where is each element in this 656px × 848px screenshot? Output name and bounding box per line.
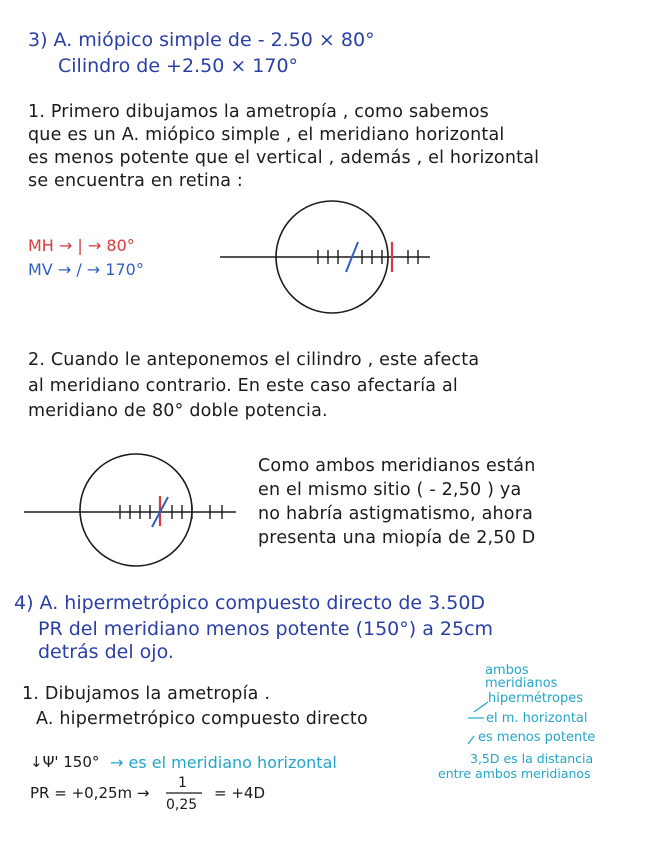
formula-result: = +4D [214,784,265,802]
step1-line-4: se encuentra en retina : [28,171,244,191]
side-note-7: entre ambos meridianos [438,766,591,781]
step1-line-3: es menos potente que el vertical , además , el horizontal [28,148,540,168]
side-note-2: meridianos [485,676,558,691]
section4-title: 4) A. hipermetrópico compuesto directo de 3.50D [14,592,486,614]
step1-line-2: que es un A. miópico simple , el meridiano horizontal [28,125,505,145]
fraction-numerator: 1 [178,775,187,791]
side-note-1: ambos [485,663,529,678]
formula-meridian-note: → es el meridiano horizontal [110,753,337,772]
note-line-1: Como ambos meridianos están [258,456,536,476]
section4-step1b: A. hipermetrópico compuesto directo [36,709,368,729]
legend-mh: MH → | → 80° [28,236,135,255]
formula-meridian: ↓Ψ' 150° [30,753,100,771]
note-line-3: no habría astigmatismo, ahora [258,504,534,524]
section4-step1: 1. Dibujamos la ametropía . [22,684,271,704]
side-note-3: hipermétropes [488,691,584,706]
section3-subtitle: Cilindro de +2.50 × 170° [58,55,299,77]
legend-mv: MV → / → 170° [28,260,144,279]
step2-line-3: meridiano de 80° doble potencia. [28,401,328,421]
formula-pr: PR = +0,25m → [30,784,150,802]
step2-line-1: 2. Cuando le anteponemos el cilindro , este afecta [28,350,480,370]
note-line-4: presenta una miopía de 2,50 D [258,528,536,548]
side-note-6: 3,5D es la distancia [470,751,594,766]
step2-line-2: al meridiano contrario. En este caso afectaría al [28,376,458,396]
note-line-2: en el mismo sitio ( - 2,50 ) ya [258,480,522,500]
step1-line-1: 1. Primero dibujamos la ametropía , como sabemos [28,102,489,122]
side-note-5: es menos potente [478,730,596,745]
section4-line2: PR del meridiano menos potente (150°) a 25cm [38,618,494,640]
section4-line3: detrás del ojo. [38,641,174,663]
section3-title: 3) A. miópico simple de - 2.50 × 80° [28,29,375,51]
side-note-4: el m. horizontal [486,711,588,726]
fraction-denominator: 0,25 [166,797,198,813]
